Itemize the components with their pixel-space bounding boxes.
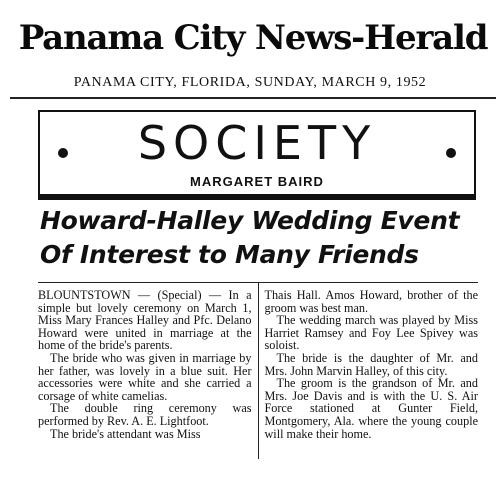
section-banner <box>38 110 476 196</box>
dateline: PANAMA CITY, FLORIDA, SUNDAY, MARCH 9, 1952 <box>73 75 427 90</box>
headline-line-2: Of Interest to Many Friends <box>40 240 419 269</box>
article-headline <box>40 204 480 272</box>
section-editor: MARGARET BAIRD <box>190 174 324 189</box>
divider-rule <box>10 97 496 99</box>
paragraph: The double ring ceremony was performed by Rev. A. E. Lightfoot. <box>38 401 252 428</box>
heavy-divider-rule <box>38 196 476 200</box>
article-column-left <box>38 283 259 459</box>
paragraph: The groom is the grandson of Mr. and Mrs. Joe Davis and is with the U. S. Air Force stationed at Gunter Field, Montgomery, Ala. where the young couple will make their home. <box>264 376 478 441</box>
masthead <box>10 14 496 62</box>
section-title: SOCIETY <box>137 116 377 170</box>
paragraph: The bride is the daughter of Mr. and Mrs. John Marvin Halley, of this city. <box>264 350 478 378</box>
headline-line-1: Howard-Halley Wedding Event <box>40 206 460 235</box>
paragraph: The bride's attendant was Miss <box>50 426 201 441</box>
paragraph: The bride who was given in marriage by her father, was lovely in a blue suit. Her accessories were white and she carried a corsage of white camelias. <box>38 350 252 403</box>
paragraph: BLOUNTSTOWN — (Special) — In a simple but lovely ceremony on March 1, Miss Mary Frances Halley and Pfc. Delano Howard were united in marriage at the home of the bride's parents. <box>38 288 252 353</box>
bullet-icon <box>446 148 456 158</box>
newspaper-title: Panama City News-Herald <box>18 18 488 58</box>
article-column-right <box>259 283 479 459</box>
article-body <box>38 282 478 459</box>
paragraph: Thais Hall. Amos Howard, brother of the groom was best man. <box>264 288 478 315</box>
paragraph: The wedding march was played by Miss Harriet Ramsey and Foy Lee Spivey was soloist. <box>264 313 478 353</box>
